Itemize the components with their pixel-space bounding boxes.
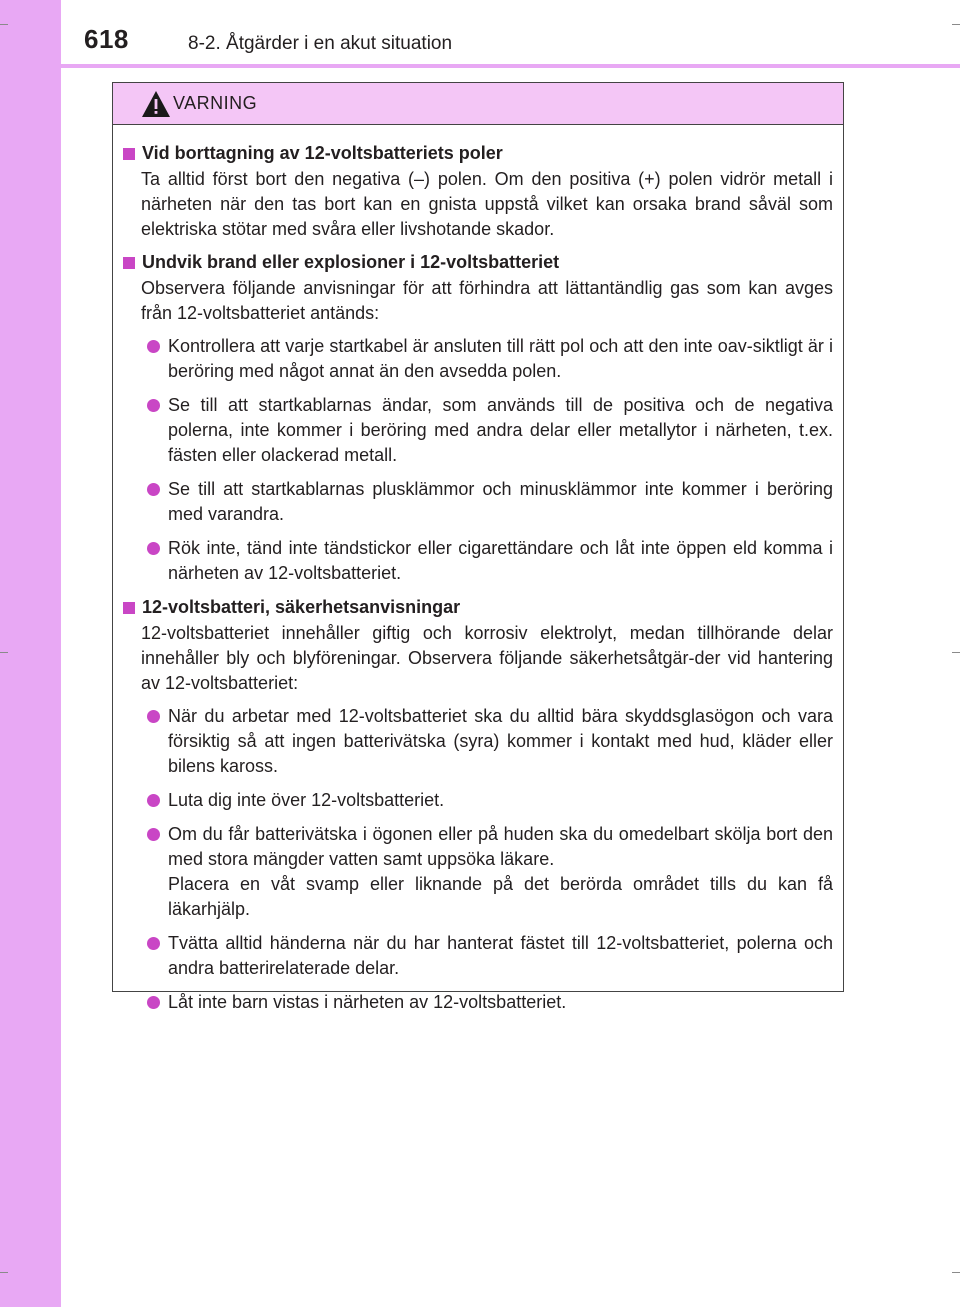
circle-bullet-icon — [147, 710, 160, 723]
warning-section — [123, 250, 833, 586]
bullet-text: Tvätta alltid händerna när du har hanterat fästet till 12-voltsbatteriet, polerna och andra batterirelaterade delar. — [168, 933, 833, 978]
section-paragraph: Observera följande anvisningar för att förhindra att lättantändlig gas som kan avges från 12-voltsbatteriet antänds: — [141, 278, 833, 323]
circle-bullet-icon — [147, 483, 160, 496]
circle-bullet-icon — [147, 996, 160, 1009]
section-heading — [123, 595, 833, 620]
crop-mark — [0, 652, 8, 653]
bullet-list — [123, 704, 833, 1015]
warning-label: VARNING — [173, 93, 258, 113]
list-item — [123, 990, 833, 1015]
list-item — [123, 931, 833, 981]
crop-mark — [952, 652, 960, 653]
crop-mark — [952, 1272, 960, 1273]
warning-body — [113, 125, 843, 1015]
bullet-text: Rök inte, tänd inte tändstickor eller cigarettändare och låt inte öppen eld komma i närheten av 12-voltsbatteriet. — [168, 538, 833, 583]
section-title: 8-2. Åtgärder i en akut situation — [188, 33, 453, 54]
list-item — [123, 788, 833, 813]
bullet-text: Låt inte barn vistas i närheten av 12-voltsbatteriet. — [168, 992, 567, 1012]
warning-section — [123, 595, 833, 1015]
section-heading-text: Undvik brand eller explosioner i 12-voltsbatteriet — [142, 252, 560, 272]
square-bullet-icon — [123, 257, 135, 269]
square-bullet-icon — [123, 602, 135, 614]
circle-bullet-icon — [147, 340, 160, 353]
header-rule — [61, 64, 960, 68]
list-item — [123, 822, 833, 922]
section-heading-text: 12-voltsbatteri, säkerhetsanvisningar — [142, 597, 461, 617]
bullet-text: När du arbetar med 12-voltsbatteriet ska du alltid bära skyddsglasögon och vara försiktig så att ingen batterivätska (syra) kommer i kontakt med hud, kläder eller bilens kaross. — [168, 706, 833, 776]
section-heading — [123, 141, 833, 166]
crop-mark — [952, 24, 960, 25]
list-item — [123, 704, 833, 779]
bullet-text: Om du får batterivätska i ögonen eller på huden ska du omedelbart skölja bort den med stora mängder vatten samt uppsöka läkare. Placera en våt svamp eller liknande på det berörda området tills du kan få läkarhjälp. — [168, 824, 833, 919]
side-color-band — [0, 0, 61, 1307]
circle-bullet-icon — [147, 794, 160, 807]
warning-section — [123, 141, 833, 242]
square-bullet-icon — [123, 148, 135, 160]
circle-bullet-icon — [147, 828, 160, 841]
bullet-text: Se till att startkablarnas ändar, som används till de positiva och de negativa polerna, inte kommer i beröring med andra delar eller metallytor i närheten, t.ex. fästen eller olackerad metall. — [168, 395, 833, 465]
warning-triangle-icon — [141, 90, 171, 118]
list-item — [123, 536, 833, 586]
circle-bullet-icon — [147, 399, 160, 412]
warning-box — [112, 82, 844, 1012]
crop-mark — [0, 1272, 8, 1273]
list-item — [123, 334, 833, 384]
list-item — [123, 477, 833, 527]
bullet-text: Se till att startkablarnas plusklämmor och minusklämmor inte kommer i beröring med varandra. — [168, 479, 833, 524]
bullet-text: Luta dig inte över 12-voltsbatteriet. — [168, 790, 445, 810]
section-paragraph: Ta alltid först bort den negativa (–) polen. Om den positiva (+) polen vidrör metall i närheten när den tas bort kan en gnista uppstå vilket kan orsaka brand såväl som elektriska stötar med svåra eller livshotande skador. — [141, 169, 833, 239]
page-number: 618 — [84, 24, 129, 54]
section-paragraph: 12-voltsbatteriet innehåller giftig och korrosiv elektrolyt, medan tillhörande delar innehåller bly och blyföreningar. Observera följande säkerhetsåtgär-der vid hantering av 12-voltsbatteriet: — [141, 623, 833, 693]
circle-bullet-icon — [147, 937, 160, 950]
bullet-list — [123, 334, 833, 586]
crop-mark — [0, 24, 8, 25]
section-heading — [123, 250, 833, 275]
section-heading-text: Vid borttagning av 12-voltsbatteriets poler — [142, 143, 503, 163]
circle-bullet-icon — [147, 542, 160, 555]
bullet-text: Kontrollera att varje startkabel är ansluten till rätt pol och att den inte oav-siktligt är i beröring med något annat än den avsedda polen. — [168, 336, 833, 381]
list-item — [123, 393, 833, 468]
warning-header — [113, 83, 843, 125]
